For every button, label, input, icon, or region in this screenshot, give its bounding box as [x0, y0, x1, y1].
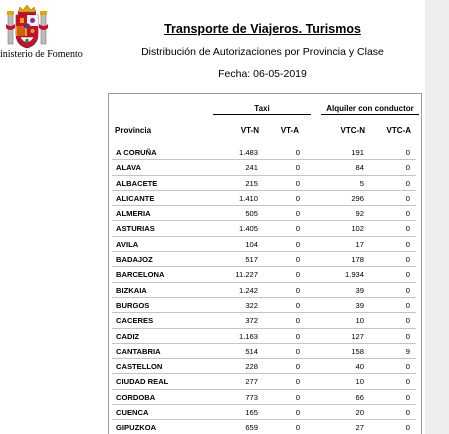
table-row — [112, 176, 416, 191]
table-row — [112, 359, 416, 374]
cell-vtn: 1.483 — [238, 148, 258, 157]
cell-vta: 0 — [295, 285, 300, 295]
table-row — [112, 221, 416, 236]
cell-vtn: 1.410 — [238, 193, 258, 203]
cell-vtn: 241 — [245, 163, 258, 173]
cell-vtcn: 20 — [355, 408, 364, 418]
cell-provincia: GIPUZKOA — [116, 423, 157, 433]
group-header-taxi: Taxi — [213, 104, 311, 115]
cell-vtcn: 40 — [355, 362, 364, 372]
cell-provincia: BARCELONA — [116, 270, 165, 280]
cell-vtca: 0 — [405, 224, 410, 234]
cell-vtcn: 158 — [351, 346, 364, 356]
cell-provincia: BIZKAIA — [116, 285, 147, 295]
cell-vta: 0 — [295, 270, 300, 280]
cell-vtca: 0 — [405, 270, 410, 280]
cell-vtcn: 191 — [351, 148, 364, 157]
cell-vtca: 0 — [405, 239, 410, 249]
column-header-provincia: Provincia — [115, 126, 152, 135]
cell-vta: 0 — [295, 362, 300, 372]
cell-provincia: CUENCA — [116, 408, 149, 418]
cell-vtca: 0 — [405, 148, 410, 157]
cell-vta: 0 — [295, 193, 300, 203]
cell-vtn: 773 — [245, 392, 258, 402]
authorizations-table — [108, 93, 422, 434]
page-subtitle: Distribución de Autorizaciones por Provincia y Clase — [141, 46, 384, 58]
table-row — [112, 298, 416, 313]
cell-vtcn: 17 — [355, 239, 364, 249]
cell-vta: 0 — [295, 346, 300, 356]
cell-vtcn: 39 — [355, 300, 364, 310]
cell-provincia: ALICANTE — [116, 193, 155, 203]
cell-vtcn: 127 — [351, 331, 364, 341]
cell-vta: 0 — [295, 224, 300, 234]
cell-provincia: ALAVA — [116, 163, 142, 173]
cell-vta: 0 — [295, 331, 300, 341]
cell-vtcn: 1.934 — [344, 270, 364, 280]
cell-vtcn: 10 — [355, 316, 364, 326]
group-header-alquiler: Alquiler con conductor — [321, 104, 419, 115]
table-row — [112, 344, 416, 359]
cell-vtca: 0 — [405, 316, 410, 326]
cell-provincia: AVILA — [116, 239, 139, 249]
table-row — [112, 267, 416, 282]
cell-vtca: 0 — [405, 331, 410, 341]
cell-provincia: CACERES — [116, 316, 154, 326]
cell-provincia: CIUDAD REAL — [116, 377, 169, 387]
cell-vta: 0 — [295, 300, 300, 310]
cell-vtca: 0 — [405, 392, 410, 402]
column-header-vtc-n: VTC-N — [340, 126, 365, 135]
table-row — [112, 283, 416, 298]
cell-vtcn: 39 — [355, 285, 364, 295]
cell-vtcn: 84 — [355, 163, 364, 173]
cell-vtcn: 10 — [355, 377, 364, 387]
cell-vta: 0 — [295, 148, 300, 157]
cell-vtca: 0 — [405, 285, 410, 295]
cell-vtn: 372 — [245, 316, 258, 326]
cell-vta: 0 — [295, 163, 300, 173]
column-header-vt-n: VT-N — [240, 126, 259, 135]
cell-vtn: 517 — [245, 255, 258, 265]
cell-vtca: 9 — [405, 346, 410, 356]
cell-vtn: 1.405 — [238, 224, 258, 234]
cell-vtn: 11.227 — [235, 270, 258, 280]
cell-vtca: 0 — [405, 209, 410, 219]
page-title: Transporte de Viajeros. Turismos — [164, 22, 361, 36]
cell-vtcn: 66 — [355, 392, 364, 402]
cell-vta: 0 — [295, 316, 300, 326]
table-body — [112, 145, 416, 434]
cell-vta: 0 — [295, 209, 300, 219]
cell-vtcn: 5 — [359, 178, 364, 188]
cell-provincia: CADIZ — [116, 331, 140, 341]
cell-vta: 0 — [295, 423, 300, 433]
cell-provincia: ALBACETE — [116, 178, 158, 188]
table-row — [112, 191, 416, 206]
viewer-side-band — [425, 0, 449, 434]
table-row — [112, 329, 416, 344]
cell-vtcn: 27 — [355, 423, 364, 433]
table-row — [112, 313, 416, 328]
cell-provincia: CASTELLON — [116, 362, 163, 372]
cell-vtcn: 102 — [351, 224, 364, 234]
column-header-vt-a: VT-A — [280, 126, 299, 135]
cell-vtn: 659 — [245, 423, 258, 433]
cell-vta: 0 — [295, 255, 300, 265]
table-row — [112, 252, 416, 267]
cell-provincia: BURGOS — [116, 300, 150, 310]
cell-provincia: BADAJOZ — [116, 255, 153, 265]
cell-vtn: 228 — [245, 362, 258, 372]
cell-vtn: 215 — [245, 178, 258, 188]
cell-vtn: 1.242 — [238, 285, 258, 295]
cell-vtca: 0 — [405, 178, 410, 188]
cell-vta: 0 — [295, 178, 300, 188]
cell-provincia: A CORUÑA — [116, 148, 157, 157]
cell-vtn: 277 — [245, 377, 258, 387]
cell-vtca: 0 — [405, 255, 410, 265]
cell-vtn: 1.163 — [238, 331, 258, 341]
cell-vta: 0 — [295, 408, 300, 418]
cell-provincia: ALMERIA — [116, 209, 151, 219]
cell-vtn: 104 — [245, 239, 258, 249]
table-row — [112, 160, 416, 175]
cell-vtca: 0 — [405, 300, 410, 310]
table-row — [112, 206, 416, 221]
cell-vta: 0 — [295, 377, 300, 387]
cell-vtn: 165 — [245, 408, 258, 418]
table-row — [112, 237, 416, 252]
cell-vtn: 514 — [245, 346, 258, 356]
cell-provincia: ASTURIAS — [116, 224, 155, 234]
report-date: Fecha: 06-05-2019 — [218, 68, 307, 80]
cell-vtca: 0 — [405, 362, 410, 372]
table-row — [112, 420, 416, 434]
table-row — [112, 374, 416, 389]
cell-vtca: 0 — [405, 423, 410, 433]
cell-vtca: 0 — [405, 193, 410, 203]
cell-vtcn: 178 — [351, 255, 364, 265]
cell-vta: 0 — [295, 239, 300, 249]
cell-vtca: 0 — [405, 163, 410, 173]
table-row — [112, 405, 416, 420]
cell-vtca: 0 — [405, 408, 410, 418]
column-header-vtc-a: VTC-A — [386, 126, 411, 135]
table-row — [112, 145, 416, 160]
cell-provincia: CORDOBA — [116, 392, 156, 402]
cell-vtn: 322 — [245, 300, 258, 310]
spain-coat-of-arms-icon — [6, 4, 48, 50]
cell-vta: 0 — [295, 392, 300, 402]
ministry-name: inisterio de Fomento — [0, 49, 83, 60]
cell-vtcn: 92 — [355, 209, 364, 219]
cell-vtn: 505 — [245, 209, 258, 219]
cell-vtca: 0 — [405, 377, 410, 387]
cell-provincia: CANTABRIA — [116, 346, 161, 356]
cell-vtcn: 296 — [351, 193, 364, 203]
table-row — [112, 390, 416, 405]
